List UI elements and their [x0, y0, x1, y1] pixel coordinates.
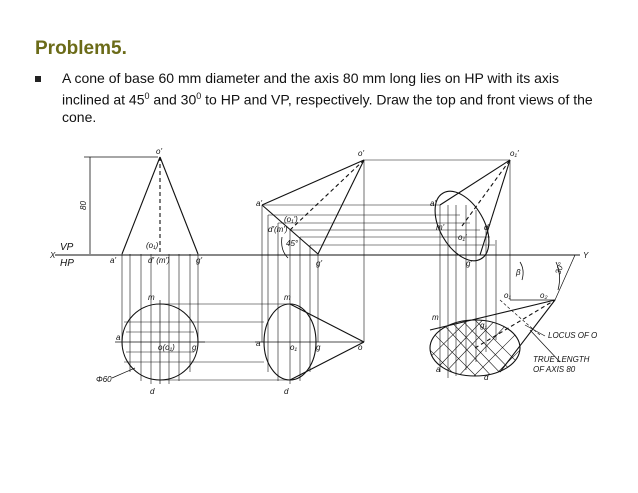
label-g-3: g₁ [480, 321, 487, 330]
label-o1-prime-small: o₁' [458, 233, 467, 242]
label-m-prime-3: m' [436, 223, 445, 232]
label-a-prime-2: a' [256, 199, 262, 208]
label-beta: β [516, 268, 521, 277]
label-hp: HP [60, 258, 74, 269]
label-a-prime-3: a' [430, 199, 436, 208]
label-d-2: d [284, 387, 289, 396]
label-x: X [50, 251, 56, 260]
label-angle-45: 45° [286, 239, 299, 248]
label-g-prime-3: g' [466, 259, 472, 268]
label-o1-paren: (o₁) [146, 241, 159, 250]
label-a-2: a [256, 339, 261, 348]
label-d-3: d [484, 373, 489, 382]
cone1-left-generator [122, 157, 160, 254]
label-d-m: d' (m') [148, 256, 170, 265]
drawing-labels [49, 147, 597, 396]
label-o1-2: o₁ [290, 343, 297, 352]
label-o1-prime-2: (o₁') [284, 215, 298, 224]
label-m-2: m [284, 293, 291, 302]
front-view-projectors [262, 160, 510, 245]
label-g: g [192, 343, 197, 352]
label-m: m [148, 293, 155, 302]
label-m-3: m [432, 313, 439, 322]
label-g-2: g [316, 343, 321, 352]
label-a-3: a [436, 365, 441, 374]
cone2-bottom-generator [290, 342, 364, 380]
label-a-prime: a' [110, 256, 116, 265]
dia-60-leader [112, 368, 135, 378]
label-true-length-2: OF AXIS 80 [533, 365, 576, 374]
label-a: a [116, 333, 121, 342]
degree-superscript-1: 0 [144, 90, 150, 101]
label-dm-2: d'(m') [268, 225, 288, 234]
label-vp: VP [60, 242, 74, 253]
label-g-prime: g' [196, 256, 202, 265]
cone3-front-upper-generator [440, 160, 510, 205]
cone3-top-upper-generator [430, 300, 555, 330]
label-o-3: o₂ [540, 291, 548, 300]
page-title: Problem5. [35, 38, 127, 59]
label-g-prime-2: g' [316, 259, 322, 268]
problem-text-3: to HP and VP, respectively. Draw the top and front views of the cone. [62, 91, 593, 125]
cone3-front-lower-generator [480, 160, 510, 255]
cone2-top-generator [290, 304, 364, 342]
label-dim-80: 80 [79, 201, 88, 210]
cone2-upper-generator [262, 160, 364, 205]
label-o1-3: o₁ [504, 291, 511, 300]
problem-text-1: A cone of base 60 mm diameter and the axis 80 mm long lies on HP with its axis inclined at 45 [62, 70, 559, 108]
label-o-prime-2: o' [358, 149, 364, 158]
cone1-right-generator [160, 157, 198, 254]
label-d: d [150, 387, 155, 396]
problem-text-2: and 30 [149, 91, 197, 108]
cone3-top-axis [475, 300, 555, 348]
degree-superscript-2: 0 [196, 90, 202, 101]
label-o-prime: o' [156, 147, 162, 156]
label-locus: LOCUS OF O [548, 331, 598, 340]
cone2-lower-generator [318, 160, 364, 254]
label-o-2: o [358, 343, 363, 352]
label-true-length-1: TRUE LENGTH [533, 355, 590, 364]
label-angle-30: 30° [553, 261, 567, 276]
cone2-axis [290, 160, 364, 230]
label-o1-prime-3: o₁' [510, 149, 519, 158]
cone3-front-axis [462, 160, 510, 226]
label-o-o1: o(o₁) [158, 343, 175, 352]
label-y: Y [583, 251, 589, 260]
label-d-prime-3: d' [484, 223, 490, 232]
label-dia-60: Φ60 [96, 375, 112, 384]
